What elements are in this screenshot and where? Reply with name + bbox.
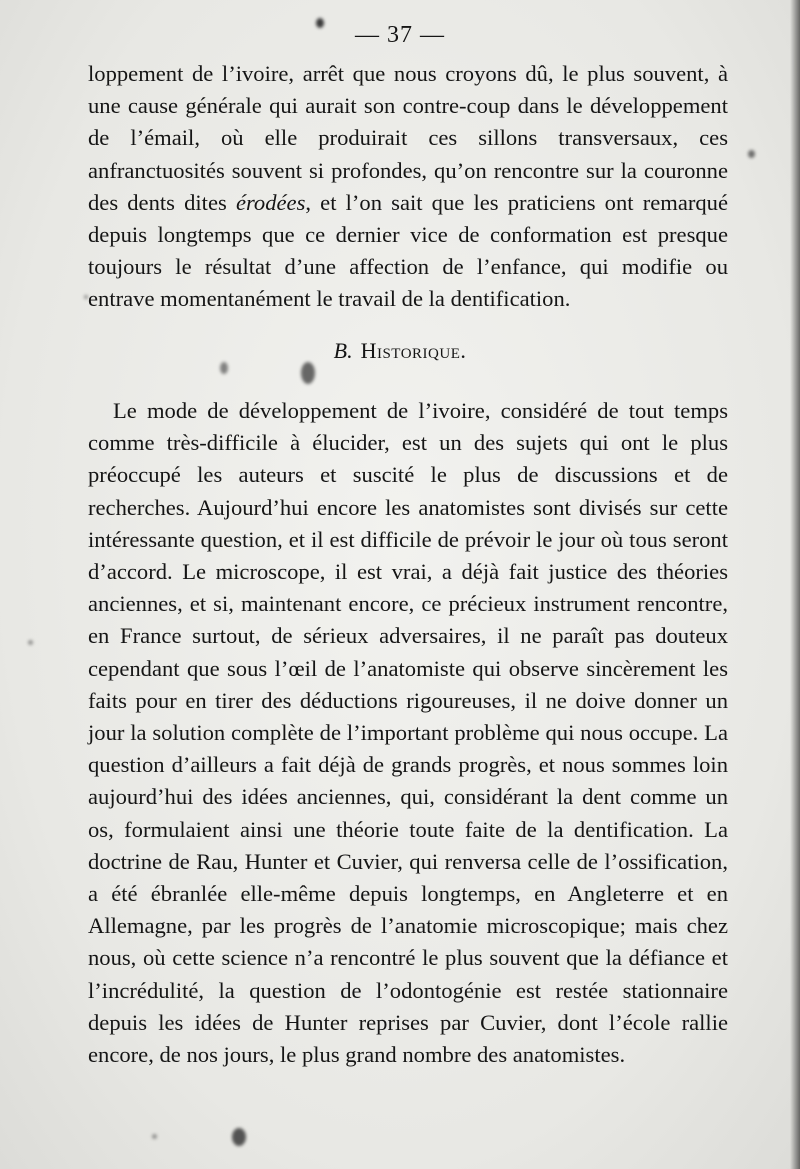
ink-spot: [220, 362, 228, 374]
paragraph-1-italic-term: érodées: [235, 189, 306, 215]
section-heading-title: Historique.: [360, 338, 467, 363]
page-number: — 37 —: [355, 22, 445, 48]
ink-spot: [232, 1128, 246, 1146]
ink-spot: [28, 640, 33, 645]
ink-spot: [748, 150, 755, 158]
ink-spot: [316, 18, 324, 28]
page-edge-shadow: [790, 0, 800, 1169]
paragraph-1-end: , et l’on sait que les praticiens ont remarqué depuis longtemps que ce dernier vice de conformation est presque toujours le résultat d’une affection de l’enfance, qui modifie ou entrave momentanément le travail de la dentification.: [88, 189, 728, 312]
ink-spot: [152, 1134, 157, 1139]
paragraph-1-start: loppement de l’ivoire, arrêt que nous croyons dû, le plus souvent, à une cause générale qui aurait son contre-coup dans le développement de l’émail, où elle produirait ces sillons transversaux, ces anfranctuosités souvent si profondes, qu’on rencontre sur la couronne des dents dites: [88, 61, 728, 215]
section-heading-number: B.: [333, 338, 353, 363]
paragraph-historique: [88, 395, 728, 1071]
paragraph-1-text: [88, 58, 728, 316]
ink-spot: [84, 295, 88, 299]
ink-spot: [301, 362, 315, 384]
paragraph-2-text: Le mode de développement de l’ivoire, considéré de tout temps comme très-difficile à élucider, est un des sujets qui ont le plus préoccupé les auteurs et suscité le plus de discussions et de recherches. Aujourd’hui encore les anatomistes sont divisés sur cette intéressante question, et il est difficile de prévoir le jour où tous seront d’accord. Le microscope, il est vrai, a déjà fait justice des théories anciennes, et si, maintenant encore, ce précieux instrument rencontre, en France surtout, de sérieux adversaires, il ne paraît pas douteux cependant que sous l’œil de l’anatomiste qui observe sincèrement les faits pour en tirer des déductions rigoureuses, il ne doive donner un jour la solution complète de l’important problème qui nous occupe. La question d’ailleurs a fait déjà de grands progrès, et nous sommes loin aujourd’hui des idées anciennes, qui, considérant la dent comme un os, formulaient ainsi une théorie toute faite de la dentification. La doctrine de Rau, Hunter et Cuvier, qui renversa celle de l’ossification, a été ébranlée elle-même depuis longtemps, en Angleterre et en Allemagne, par les progrès de l’anatomie microscopique; mais chez nous, où cette science n’a rencontré le plus souvent que la défiance et l’incrédulité, la question de l’odontogénie est restée stationnaire depuis les idées de Hunter reprises par Cuvier, dont l’école rallie encore, de nos jours, le plus grand nombre des anatomistes.: [88, 398, 728, 1068]
paragraph-continued: [88, 58, 728, 316]
section-heading: [0, 338, 800, 364]
